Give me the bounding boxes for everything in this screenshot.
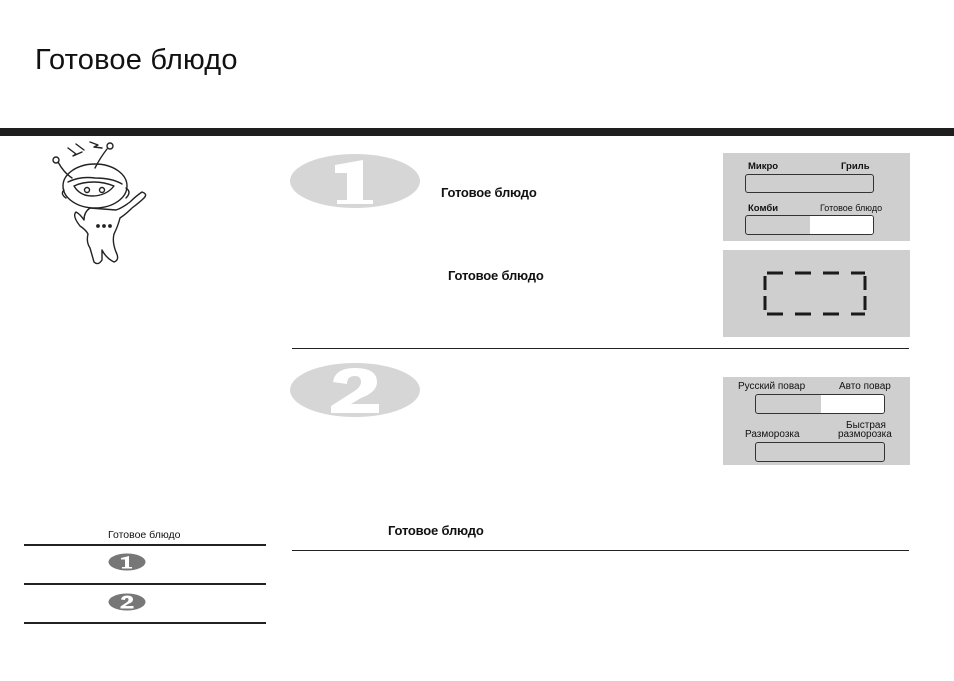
- mode-button-panel: [723, 153, 910, 241]
- quick-defrost-label-1: Быстрая: [846, 420, 886, 431]
- auto-chef-highlight: [821, 395, 884, 413]
- micro-label: Микро: [748, 161, 779, 172]
- step-1-badge: [289, 153, 421, 209]
- combi-ready-meal-button[interactable]: [745, 215, 874, 235]
- micro-grill-button[interactable]: [745, 174, 874, 193]
- page-title: Готовое блюдо: [35, 44, 238, 76]
- header-bar: [0, 128, 954, 136]
- step-1-label-2: Готовое блюдо: [448, 268, 544, 283]
- grill-label: Гриль: [841, 161, 870, 172]
- footer-label: Готовое блюдо: [388, 523, 484, 538]
- step-1-label: Готовое блюдо: [441, 185, 537, 200]
- combi-label: Комби: [748, 203, 779, 214]
- side-table-badge-2-icon: [108, 593, 146, 611]
- russian-chef-label: Русский повар: [738, 381, 806, 392]
- defrost-label: Разморозка: [745, 429, 800, 440]
- mascot-illustration-icon: [40, 138, 155, 268]
- display-panel: [723, 250, 910, 337]
- side-table-rule: [24, 622, 266, 624]
- auto-chef-label: Авто повар: [839, 381, 891, 392]
- quick-defrost-label-2: разморозка: [838, 429, 892, 440]
- auto-cook-panel: [723, 377, 910, 465]
- side-table-title: Готовое блюдо: [108, 529, 181, 541]
- defrost-button[interactable]: [755, 442, 885, 462]
- display-digit-segments-icon: [761, 270, 869, 318]
- side-table-rule: [24, 544, 266, 546]
- divider-bottom: [292, 550, 909, 551]
- ready-meal-label: Готовое блюдо: [820, 203, 883, 213]
- side-table-badge-1-icon: [108, 553, 146, 571]
- divider: [292, 348, 909, 349]
- chef-button[interactable]: [755, 394, 885, 414]
- side-table-rule: [24, 583, 266, 585]
- step-2-badge: [289, 362, 421, 418]
- ready-meal-highlight: [810, 216, 873, 234]
